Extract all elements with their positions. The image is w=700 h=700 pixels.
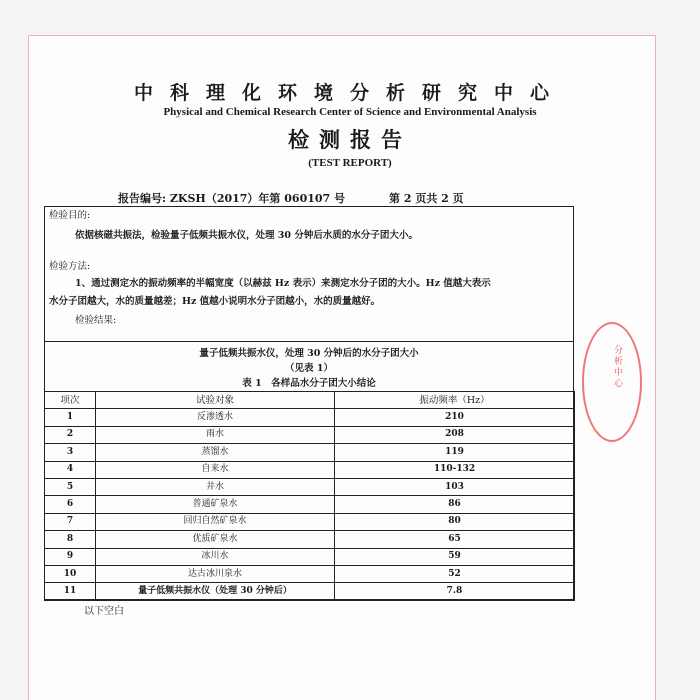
row-object: 冰川水	[96, 548, 335, 565]
row-no: 4	[45, 461, 96, 478]
row-object: 回归自然矿泉水	[96, 513, 335, 530]
row-frequency: 65	[335, 531, 575, 548]
table-row	[45, 426, 575, 443]
results-table	[44, 391, 575, 601]
report-number: 报告编号: ZKSH（2017）年第 060107 号	[118, 192, 346, 205]
row-object: 普通矿泉水	[96, 496, 335, 513]
row-no: 7	[45, 513, 96, 530]
method-text-line1: 1、通过测定水的振动频率的半幅宽度（以赫兹 Hz 表示）来测定水分子团的大小。Hz 值越大表示	[75, 278, 491, 289]
report-body-frame	[44, 206, 574, 600]
row-object: 井水	[96, 478, 335, 495]
row-frequency: 110-132	[335, 461, 575, 478]
row-frequency: 7.8	[335, 583, 575, 600]
table-row	[45, 513, 575, 530]
row-no: 3	[45, 444, 96, 461]
row-object: 达古冰川泉水	[96, 565, 335, 582]
column-header-frequency: 振动频率（Hz）	[335, 392, 575, 409]
table-row	[45, 548, 575, 565]
row-no: 11	[45, 583, 96, 600]
row-object: 雨水	[96, 426, 335, 443]
method-heading: 检验方法:	[49, 261, 91, 272]
row-frequency: 208	[335, 426, 575, 443]
table-row	[45, 478, 575, 495]
table-row	[45, 531, 575, 548]
row-frequency: 86	[335, 496, 575, 513]
row-no: 6	[45, 496, 96, 513]
table-row	[45, 444, 575, 461]
row-object: 优质矿泉水	[96, 531, 335, 548]
row-no: 5	[45, 478, 96, 495]
method-text-line2: 水分子团越大，水的质量越差；Hz 值越小说明水分子团越小，水的质量越好。	[49, 296, 381, 307]
page-number: 第 2 页共 2 页	[389, 192, 464, 205]
purpose-heading: 检验目的:	[49, 210, 91, 221]
results-table-ref: （见表 1）	[285, 363, 333, 374]
results-summary: 量子低频共振水仪，处理 30 分钟后的水分子团大小	[199, 348, 419, 359]
row-frequency: 210	[335, 409, 575, 426]
row-frequency: 103	[335, 478, 575, 495]
row-no: 8	[45, 531, 96, 548]
row-object: 量子低频共振水仪（处理 30 分钟后）	[96, 583, 335, 600]
blank-below-note: 以下空白	[84, 606, 124, 617]
report-title: 检测报告	[288, 127, 412, 152]
report-title-en: (TEST REPORT)	[308, 157, 392, 169]
table-row	[45, 496, 575, 513]
column-header-no: 项次	[45, 392, 96, 409]
official-seal-text: 分析中心	[612, 345, 622, 389]
purpose-text: 依据核磁共振法，检验量子低频共振水仪，处理 30 分钟后水质的水分子团大小。	[75, 230, 418, 241]
results-heading: 检验结果:	[75, 315, 117, 326]
row-object: 反渗透水	[96, 409, 335, 426]
row-no: 2	[45, 426, 96, 443]
center-title-en: Physical and Chemical Research Center of Science and Environmental Analysis	[163, 106, 537, 118]
row-object: 自来水	[96, 461, 335, 478]
row-frequency: 80	[335, 513, 575, 530]
table-title: 表 1 各样品水分子团大小结论	[242, 378, 376, 389]
center-title-cn: 中科理化环境分析研究中心	[133, 82, 566, 104]
row-no: 9	[45, 548, 96, 565]
row-no: 10	[45, 565, 96, 582]
table-row	[45, 583, 575, 600]
row-frequency: 119	[335, 444, 575, 461]
row-frequency: 52	[335, 565, 575, 582]
row-frequency: 59	[335, 548, 575, 565]
column-header-object: 试验对象	[96, 392, 335, 409]
row-no: 1	[45, 409, 96, 426]
table-row	[45, 409, 575, 426]
table-row	[45, 565, 575, 582]
table-row	[45, 461, 575, 478]
row-object: 蒸馏水	[96, 444, 335, 461]
section-divider	[45, 341, 573, 342]
